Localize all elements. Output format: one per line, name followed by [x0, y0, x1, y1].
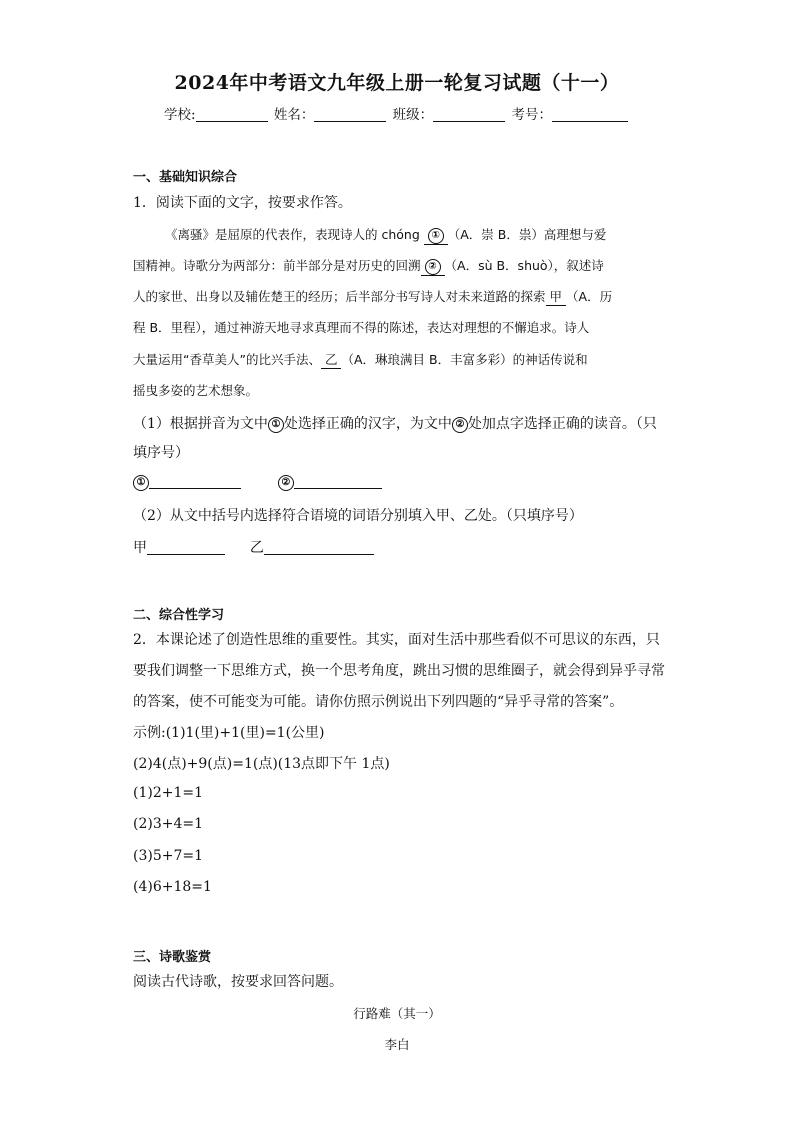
- q2-line-3: 的答案，使不可能变为可能。请你仿照示例说出下列四题的“异乎寻常的答案”。: [133, 694, 624, 710]
- passage-text: （A．琳琅满目 B．丰富多彩）的神话传说和: [341, 352, 588, 367]
- circled-number: ②: [278, 475, 294, 491]
- passage-text: （A．崇 B．祟）高理想与爱: [447, 227, 607, 242]
- blank-yi[interactable]: 乙: [321, 350, 342, 369]
- class-label: 班级：: [392, 107, 434, 123]
- exam-no-blank[interactable]: [552, 107, 628, 122]
- school-label: 学校:: [164, 107, 196, 123]
- answer-blank-yi[interactable]: [264, 540, 374, 555]
- answer-row-1: [133, 474, 382, 491]
- yi-label: 乙: [249, 540, 264, 556]
- answer-blank-jia[interactable]: [147, 540, 225, 555]
- blank-1[interactable]: [424, 227, 448, 245]
- class-blank[interactable]: [433, 107, 505, 122]
- passage-line-4: 程 B．里程），通过神游天地寻求真理而不得的陈述，表达对理想的不懈追求。诗人: [133, 320, 590, 335]
- circled-number: ①: [268, 417, 284, 433]
- math-item: (3)5+7=1: [133, 848, 204, 864]
- section2-heading: 二、综合性学习: [133, 608, 225, 623]
- passage-text: （A．历: [566, 289, 613, 304]
- passage-line-2: [133, 256, 604, 276]
- name-label: 姓名：: [273, 107, 315, 123]
- passage-text: （A．sù B．shuò），叙述诗: [444, 258, 604, 273]
- math-item: (2)3+4=1: [133, 816, 204, 832]
- sub-question-1: [133, 413, 657, 433]
- math-item: (4)6+18=1: [133, 879, 212, 895]
- example-line-1: 示例:(1)1(里)+1(里)=1(公里): [133, 725, 325, 741]
- student-info-row: [0, 103, 794, 123]
- sub-question-1-cont: 填序号）: [133, 445, 189, 461]
- q2-line-2: 要我们调整一下思维方式，换一个思考角度，跳出习惯的思维圈子，就会得到异乎寻常: [133, 663, 665, 679]
- circled-number: ②: [452, 417, 468, 433]
- section1-heading: 一、基础知识综合: [133, 170, 238, 185]
- exam-no-label: 考号：: [511, 107, 552, 123]
- page-title: 2024年中考语文九年级上册一轮复习试题（十一）: [174, 72, 620, 94]
- passage-text: 大量运用“香草美人”的比兴手法、: [133, 352, 321, 367]
- circled-number: ②: [425, 259, 441, 275]
- answer-row-2: [133, 537, 374, 557]
- passage-line-6: 摇曳多姿的艺术想象。: [133, 383, 259, 398]
- passage-line-5: [133, 350, 588, 369]
- passage-text: 国精神。诗歌分为两部分：前半部分是对历史的回溯: [133, 258, 421, 273]
- passage-text: 人的家世、出身以及辅佐楚王的经历；后半部分书写诗人对未来道路的探索: [133, 289, 546, 304]
- answer-blank-1[interactable]: [149, 474, 241, 489]
- sub-question-2: （2）从文中括号内选择符合语境的词语分别填入甲、乙处。（只填序号）: [133, 508, 583, 524]
- sub1-text: 处选择正确的汉字，为文中: [283, 416, 452, 432]
- sub1-text: 处加点字选择正确的读音。（只: [467, 416, 657, 432]
- circled-number: ①: [133, 475, 149, 491]
- school-blank[interactable]: [196, 107, 268, 122]
- q2-line-1: 2．本课论述了创造性思维的重要性。其实，面对生活中那些看似不可思议的东西，只: [133, 632, 660, 648]
- section3-intro: 阅读古代诗歌，按要求回答问题。: [133, 974, 343, 990]
- q1-stem: 1．阅读下面的文字，按要求作答。: [133, 195, 352, 211]
- blank-jia[interactable]: 甲: [546, 287, 567, 306]
- answer-blank-2[interactable]: [294, 474, 382, 489]
- passage-text: 《离骚》是屈原的代表作，表现诗人的 chóng: [165, 227, 424, 242]
- sub1-text: （1）根据拼音为文中: [133, 416, 268, 432]
- section3-heading: 三、诗歌鉴赏: [133, 950, 212, 965]
- example-line-2: (2)4(点)+9(点)=1(点)(13点即下午 1点): [133, 756, 390, 772]
- circled-number: ①: [428, 228, 444, 244]
- blank-2[interactable]: [421, 258, 445, 276]
- name-blank[interactable]: [314, 107, 386, 122]
- passage-line-1: [165, 225, 606, 245]
- poem-title: 行路难（其一）: [353, 1006, 441, 1021]
- poem-author: 李白: [384, 1037, 410, 1052]
- jia-label: 甲: [133, 540, 147, 556]
- passage-line-3: [133, 287, 612, 306]
- math-item: (1)2+1=1: [133, 785, 204, 801]
